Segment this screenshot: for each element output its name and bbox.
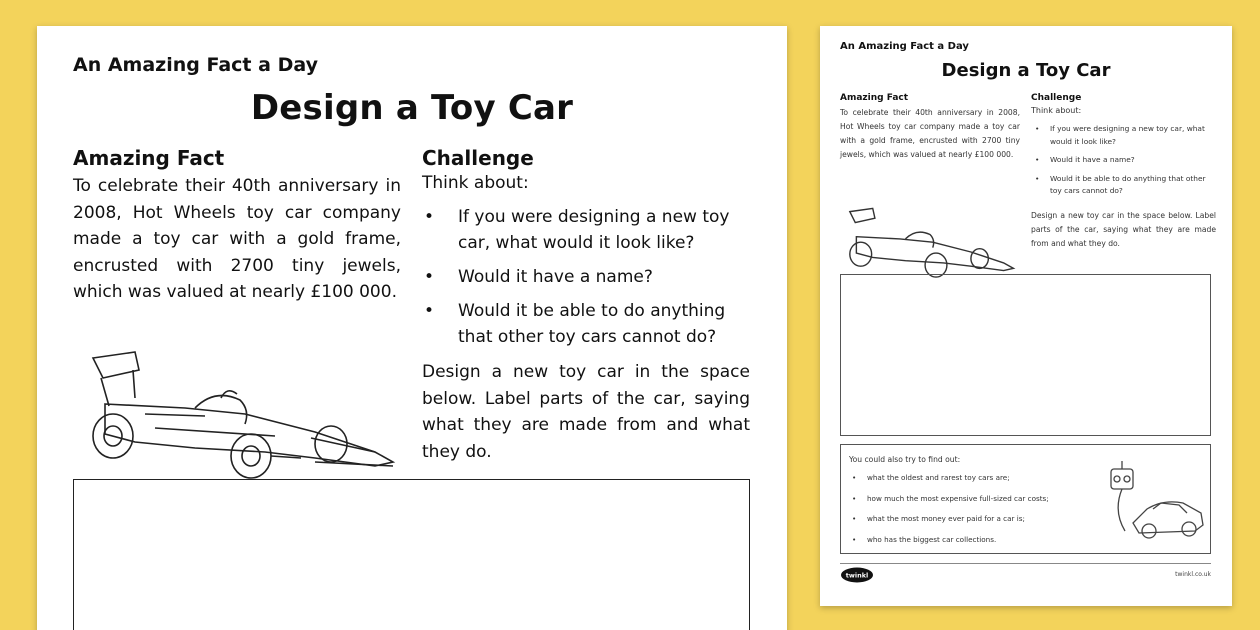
svg-text:twinkl: twinkl [845,571,869,580]
list-item: • what the most money ever paid for a car is; [849,514,1109,524]
page-title: Design a Toy Car [941,60,1111,81]
challenge-heading: Challenge [422,146,534,170]
think-about-label: Think about: [1031,106,1082,115]
twinkl-logo [840,567,874,583]
list-item: • If you were designing a new toy car, what would it look like? [1031,123,1216,148]
formula-one-car-icon [840,204,1020,282]
find-out-box [840,444,1211,554]
footer-divider [840,563,1211,564]
list-item: • what the oldest and rarest toy cars are; [849,473,1109,483]
design-instructions: Design a new toy car in the space below. Label parts of the car, saying what they are made from and what they do. [422,362,750,462]
design-instructions: Design a new toy car in the space below. Label parts of the car, saying what they are made from and what they do. [1031,211,1216,248]
list-item: • If you were designing a new toy car, what would it look like? [422,204,752,256]
footer-site: twinkl.co.uk [1175,571,1211,578]
series-heading: An Amazing Fact a Day [73,54,318,76]
remote-control-car-icon [1103,461,1209,543]
challenge-list [422,204,752,358]
fact-heading: Amazing Fact [73,146,225,170]
page-title: Design a Toy Car [250,88,574,128]
list-item: • who has the biggest car collections. [849,535,1109,545]
list-item: • Would it have a name? [422,264,752,290]
worksheet-preview [820,26,1232,606]
find-out-heading: You could also try to find out: [849,455,961,464]
drawing-box[interactable] [73,479,750,630]
list-item: • Would it have a name? [1031,154,1216,167]
challenge-list [1031,123,1216,204]
list-item: • Would it be able to do anything that other toy cars cannot do? [1031,173,1216,198]
challenge-heading: Challenge [1031,93,1082,103]
find-out-list [849,473,1109,555]
fact-text: To celebrate their 40th anniversary in 2008, Hot Wheels toy car company made a toy car with a gold frame, encrusted with 2700 tiny jewels, which was valued at nearly £100 000. [73,176,401,302]
think-about-label: Think about: [422,173,529,193]
worksheet-zoomed [37,26,787,630]
list-item: • Would it be able to do anything that other toy cars cannot do? [422,298,752,350]
fact-heading: Amazing Fact [840,93,909,103]
list-item: • how much the most expensive full-sized car costs; [849,494,1109,504]
drawing-box[interactable] [840,274,1211,436]
formula-one-car-icon [75,348,405,483]
series-heading: An Amazing Fact a Day [840,41,969,52]
fact-text: To celebrate their 40th anniversary in 2008, Hot Wheels toy car company made a toy car with a gold frame, encrusted with 2700 tiny jewels, which was valued at nearly £100 000. [840,108,1020,159]
